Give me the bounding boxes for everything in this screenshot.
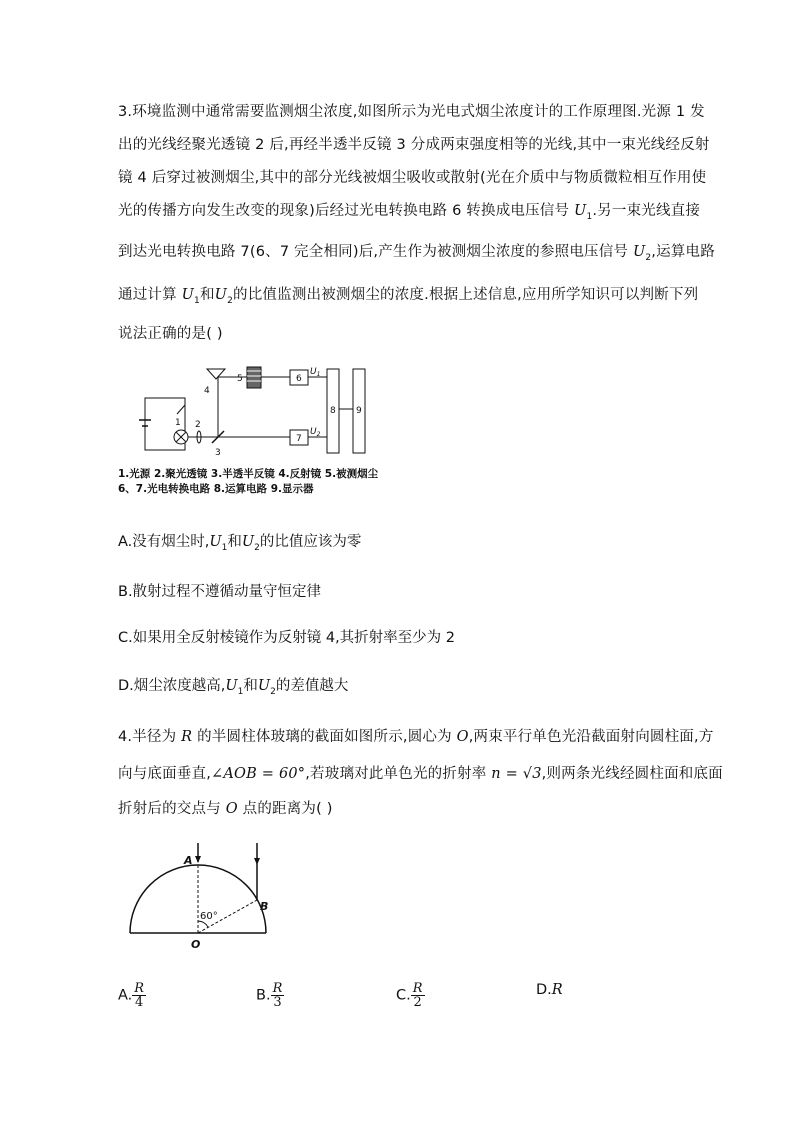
q3-option-c[interactable]: C.如果用全反射棱镜作为反射镜 4,其折射率至少为 2 xyxy=(118,630,456,646)
diagram-caption-1: 1.光源 2.聚光透镜 3.半透半反镜 4.反射镜 5.被测烟尘 xyxy=(118,468,379,480)
q3-line-5: 到达光电转换电路 7(6、7 完全相同)后,产生作为被测烟尘浓度的参照电压信号 $U_2$,运算电路 xyxy=(118,244,715,263)
label-o: O xyxy=(191,938,201,951)
q3-line-6: 通过计算 $U_1$和$U_2$的比值监测出被测烟尘的浓度.根据上述信息,应用所学知识可以判断下列 xyxy=(118,287,699,306)
label-u1: $U_1$ xyxy=(310,367,321,378)
diagram-caption-2: 6、7.光电转换电路 8.运算电路 9.显示器 xyxy=(118,483,314,495)
label-6: 6 xyxy=(296,374,302,384)
q3-line-3: 镜 4 后穿过被测烟尘,其中的部分光线被烟尘吸收或散射(光在介质中与物质微粒相互作用使 xyxy=(118,170,707,186)
label-2: 2 xyxy=(195,420,201,430)
q3-line-1: 3.环境监测中通常需要监测烟尘浓度,如图所示为光电式烟尘浓度计的工作原理图.光源 1 发 xyxy=(118,104,705,120)
label-9: 9 xyxy=(356,406,362,416)
q3-option-d[interactable]: D.烟尘浓度越高$,U_1$和$U_2$的差值越大 xyxy=(118,678,349,697)
q3-option-a[interactable]: A.没有烟尘时$,U_1$和$U_2$的比值应该为零 xyxy=(118,534,362,553)
q4-option-c[interactable]: C. $\frac{R}{2}$ xyxy=(396,981,423,1010)
label-u2: $U_2$ xyxy=(310,427,321,438)
smoke-meter-diagram xyxy=(135,365,375,465)
label-4: 4 xyxy=(204,386,210,396)
label-5: 5 xyxy=(237,374,243,384)
q3-line-7: 说法正确的是( ) xyxy=(118,326,223,342)
angle-60-label: 60° xyxy=(200,911,218,922)
label-8: 8 xyxy=(330,406,336,416)
q4-option-a[interactable]: A. $\frac{R}{4}$ xyxy=(118,981,145,1010)
label-b: B xyxy=(260,900,269,913)
semicircle-figure xyxy=(120,838,280,958)
label-a: A xyxy=(184,854,193,867)
q3-line-4: 光的传播方向发生改变的现象)后经过光电转换电路 6 转换成电压信号 $U_1$.另一束光线直接 xyxy=(118,203,701,222)
q4-option-d[interactable]: D.R xyxy=(536,982,563,998)
q3-option-b[interactable]: B.散射过程不遵循动量守恒定律 xyxy=(118,584,322,600)
q4-line-1: 4.半径为 R 的半圆柱体玻璃的截面如图所示,圆心为 O,两束平行单色光沿截面射向圆柱面,方 xyxy=(118,729,714,745)
q4-line-2: 向与底面垂直,∠AOB = 60°,若玻璃对此单色光的折射率 n = √3,则两条光线经圆柱面和底面 xyxy=(118,766,723,782)
q4-option-b[interactable]: B. $\frac{R}{3}$ xyxy=(256,981,283,1010)
q3-line-2: 出的光线经聚光透镜 2 后,再经半透半反镜 3 分成两束强度相等的光线,其中一束光线经反射 xyxy=(118,137,710,153)
label-3: 3 xyxy=(215,448,221,458)
q4-line-3: 折射后的交点与 O 点的距离为( ) xyxy=(118,801,333,817)
label-1: 1 xyxy=(175,418,181,428)
label-7: 7 xyxy=(296,434,302,444)
